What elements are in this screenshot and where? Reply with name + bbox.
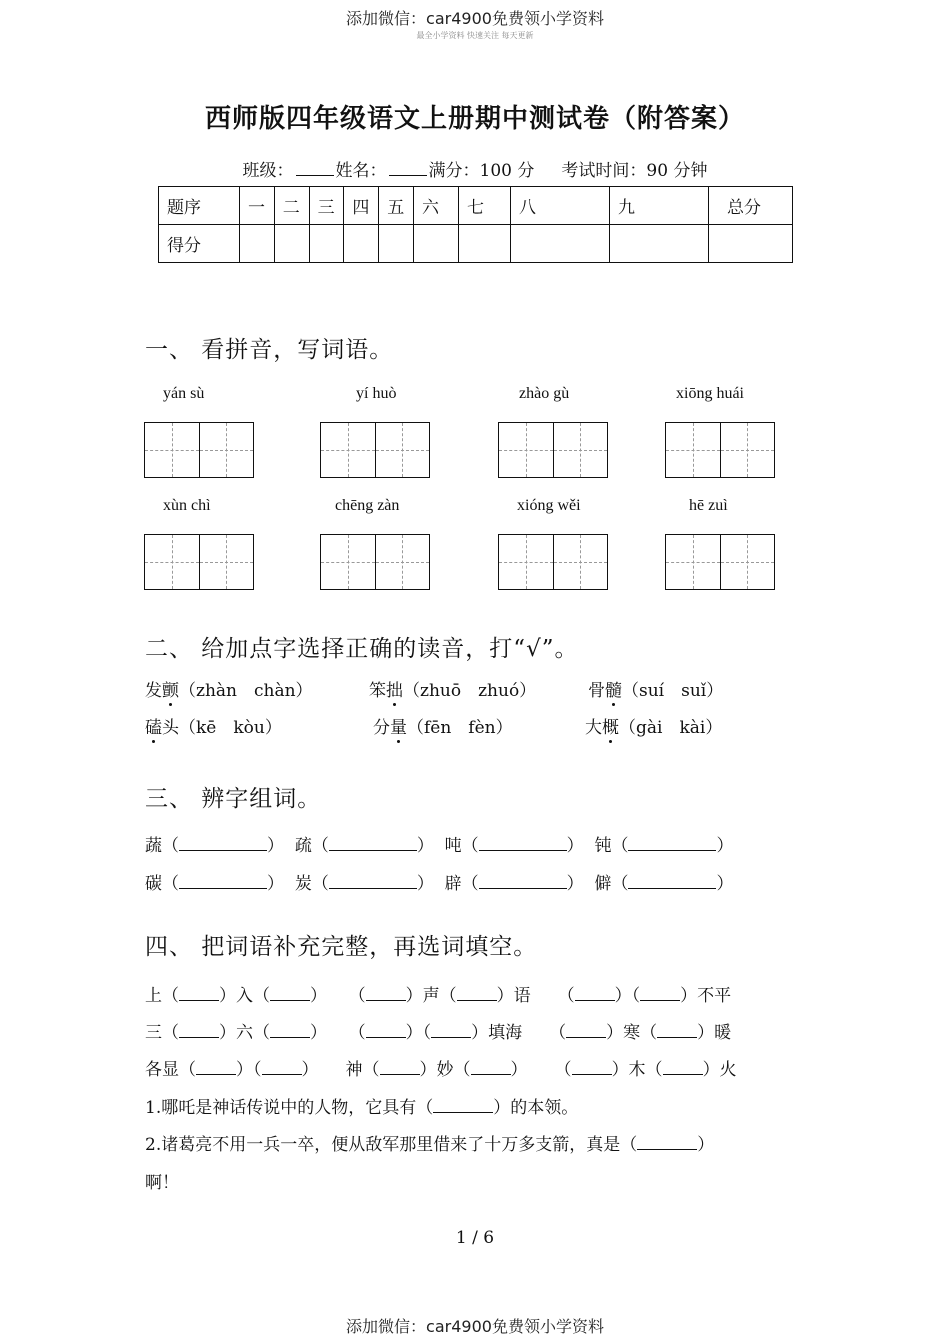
idiom-blank[interactable] [657,1023,697,1038]
score-header-cell: 四 [344,187,379,225]
answer-blank[interactable] [329,836,417,851]
score-cell[interactable] [414,225,459,263]
writing-grid[interactable] [665,422,775,478]
score-header-cell: 五 [379,187,414,225]
dotted-char: 概 [602,713,619,738]
question-2 [145,1130,714,1155]
answer-blank[interactable] [637,1135,697,1150]
idiom-blank[interactable] [575,986,615,1001]
question-2-tail: 啊！ [145,1173,179,1193]
reading-item[interactable] [373,713,513,738]
idiom-blank[interactable] [572,1060,612,1075]
score-row-label: 得分 [159,225,240,263]
item-text: 笨 [369,681,386,701]
exam-info [0,156,950,181]
writing-grid[interactable] [320,534,430,590]
word-char: 炭 [294,874,312,894]
score-cell[interactable] [709,225,793,263]
word-char: 僻 [594,874,612,894]
question-text: ）的本领。 [493,1098,579,1118]
score-cell[interactable] [379,225,414,263]
pinyin-label: zhào gù [519,385,570,402]
dotted-char: 颤 [162,676,179,701]
name-blank[interactable] [389,161,427,176]
word-char: 钝 [594,836,612,856]
idiom-row: 上（ ）入（ ） （ ）声（ ）语 （ ）（ ）不平 [145,986,732,1006]
word-char: 碳 [145,874,162,894]
idiom-blank[interactable] [270,986,310,1001]
question-text: 1.哪吒是神话传说中的人物，它具有（ [145,1098,434,1118]
score-header-cell: 总分 [709,187,793,225]
idiom-blank[interactable] [366,986,406,1001]
question-text: ） [697,1135,715,1155]
word-group-row: 碳（ ） 炭（ ） 辟（ ） 僻（ ） [145,874,734,894]
reading-item[interactable] [145,676,313,701]
dotted-char: 磕 [145,713,162,738]
section-3-title: 三、 辨字组词。 [145,786,322,812]
section-4-title: 四、 把词语补充完整，再选词填空。 [145,934,538,960]
reading-options: （kē kòu） [179,718,282,738]
reading-item[interactable] [145,713,282,738]
answer-blank[interactable] [433,1098,493,1113]
answer-blank[interactable] [179,874,267,889]
pinyin-label: xùn chì [163,497,211,514]
reading-item[interactable] [369,676,536,701]
score-header-cell: 六 [414,187,459,225]
score-cell[interactable] [511,225,610,263]
word-char: 蔬 [145,836,162,856]
idiom-blank[interactable] [380,1060,420,1075]
page-title: 西师版四年级语文上册期中测试卷（附答案） [204,104,745,134]
section-2-title: 二、 给加点字选择正确的读音，打“√”。 [145,636,579,662]
pinyin-label: xióng wěi [517,497,581,514]
item-text: 分 [373,718,390,738]
watermark-top: 添加微信：car4900免费领小学资料 [346,9,604,28]
pinyin-label: chēng zàn [335,497,400,514]
writing-grid[interactable] [498,422,608,478]
item-text: 头 [162,718,179,738]
page-number: 1 / 6 [455,1228,495,1248]
answer-blank[interactable] [179,836,267,851]
pinyin-label: yán sù [163,385,205,402]
class-blank[interactable] [296,161,334,176]
word-char: 疏 [294,836,312,856]
score-header-cell: 七 [459,187,511,225]
reading-options: （fēn fèn） [407,718,513,738]
reading-item[interactable] [588,676,723,701]
answer-blank[interactable] [479,836,567,851]
idiom-blank[interactable] [471,1060,511,1075]
score-table-row [159,225,793,263]
name-label: 姓名： [335,161,387,181]
word-char: 吨 [444,836,462,856]
pinyin-label: xiōng huái [676,385,744,402]
section-1-title: 一、 看拼音，写词语。 [145,337,394,363]
reading-options: （zhuō zhuó） [403,681,537,701]
idiom-blank[interactable] [457,986,497,1001]
writing-grid[interactable] [665,534,775,590]
pinyin-label: yí huò [356,385,397,402]
reading-options: （zhàn chàn） [179,681,313,701]
reading-options: （gài kài） [619,718,723,738]
question-text: 2.诸葛亮不用一兵一卒，便从敌军那里借来了十万多支箭，真是（ [145,1135,638,1155]
reading-item[interactable] [585,713,722,738]
idiom-blank[interactable] [431,1023,471,1038]
word-char: 辟 [444,874,462,894]
writing-grid[interactable] [144,422,254,478]
item-text: 大 [585,718,602,738]
score-header-cell: 九 [610,187,709,225]
dotted-char: 量 [390,713,407,738]
score-cell[interactable] [610,225,709,263]
idiom-blank[interactable] [262,1060,302,1075]
score-cell[interactable] [459,225,511,263]
score-cell[interactable] [344,225,379,263]
idiom-blank[interactable] [179,986,219,1001]
dotted-char: 拙 [386,676,403,701]
score-cell[interactable] [309,225,344,263]
idiom-blank[interactable] [196,1060,236,1075]
answer-blank[interactable] [628,874,716,889]
writing-grid[interactable] [144,534,254,590]
answer-blank[interactable] [479,874,567,889]
reading-options: （suí suǐ） [622,681,724,701]
score-cell[interactable] [240,225,275,263]
idiom-blank[interactable] [566,1023,606,1038]
idiom-row: 各显（ ）（ ） 神（ ）妙（ ） （ ）木（ ）火 [145,1060,737,1080]
exam-time: 考试时间：90 分钟 [561,161,708,181]
score-header-cell: 题序 [159,187,240,225]
watermark-subtitle: 最全小学资料 快速关注 每天更新 [416,31,534,40]
score-header-cell: 八 [511,187,610,225]
idiom-blank[interactable] [366,1023,406,1038]
score-header-cell: 三 [309,187,344,225]
score-header-cell: 二 [274,187,309,225]
idiom-blank[interactable] [270,1023,310,1038]
score-header-cell: 一 [240,187,275,225]
writing-grid[interactable] [320,422,430,478]
item-text: 骨 [588,681,605,701]
item-text: 发 [145,681,162,701]
idiom-blank[interactable] [179,1023,219,1038]
idiom-blank[interactable] [640,986,680,1001]
dotted-char: 髓 [605,676,622,701]
answer-blank[interactable] [628,836,716,851]
score-table-header [159,187,793,225]
question-1 [145,1093,578,1118]
score-cell[interactable] [274,225,309,263]
watermark-bottom: 添加微信：car4900免费领小学资料 [346,1317,604,1336]
idiom-blank[interactable] [663,1060,703,1075]
word-group-row: 蔬（ ） 疏（ ） 吨（ ） 钝（ ） [145,836,734,856]
pinyin-label: hē zuì [689,497,728,514]
answer-blank[interactable] [329,874,417,889]
class-label: 班级： [242,161,294,181]
score-table [158,186,793,263]
writing-grid[interactable] [498,534,608,590]
full-score: 满分：100 分 [428,161,535,181]
idiom-row: 三（ ）六（ ） （ ）（ ）填海 （ ）寒（ ）暖 [145,1023,732,1043]
